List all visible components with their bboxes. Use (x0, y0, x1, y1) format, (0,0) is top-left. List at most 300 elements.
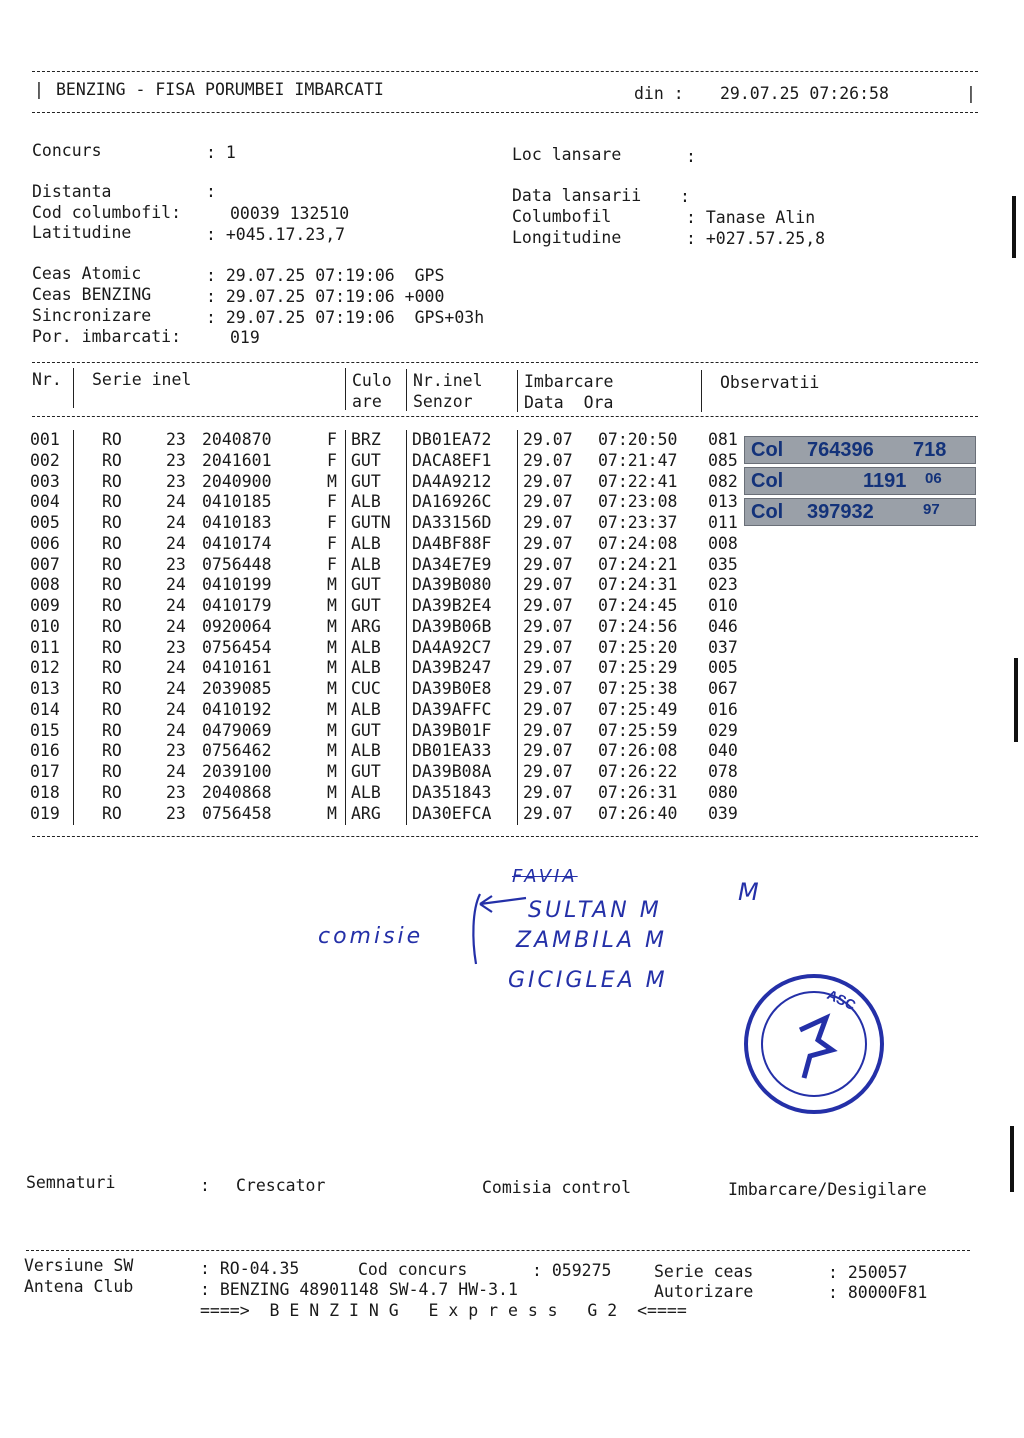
table-row (0, 741, 760, 761)
cell-sex: M (327, 803, 337, 823)
handwritten-crossed-word: FAVIA (512, 866, 578, 887)
column-divider (73, 658, 74, 679)
cell-time: 07:24:08 (598, 533, 678, 553)
cell-obs: 080 (708, 782, 738, 802)
table-row (0, 534, 760, 554)
table-row (0, 721, 760, 741)
sticker-suffix: 718 (913, 439, 947, 461)
cod-concurs-label: Cod concurs (358, 1260, 468, 1279)
cell-obs: 081 (708, 430, 738, 449)
table-row (0, 783, 760, 803)
cell-nr: 011 (30, 637, 60, 657)
cell-sex: F (327, 513, 337, 532)
column-divider (517, 658, 518, 679)
cell-time: 07:25:29 (598, 658, 678, 678)
column-divider (406, 451, 407, 472)
cell-time: 07:20:50 (598, 430, 678, 449)
column-divider (73, 804, 74, 825)
cell-sex: M (327, 699, 337, 719)
cell-sex: M (327, 720, 337, 740)
cell-ring: 2039100 (202, 762, 272, 781)
cell-date: 29.07 (523, 533, 573, 553)
cod-concurs-value: : 059275 (532, 1261, 612, 1280)
cell-year: 23 (166, 430, 186, 449)
handwritten-line: GICIGLEA M (508, 968, 668, 993)
serie-ceas-label: Serie ceas (654, 1262, 754, 1281)
cell-country: RO (102, 575, 122, 595)
cell-color: GUT (351, 720, 381, 740)
cell-date: 29.07 (523, 596, 573, 615)
column-divider (73, 762, 74, 783)
column-divider (73, 679, 74, 700)
cell-color: ALB (351, 637, 381, 657)
signature-crescator: Crescator (236, 1176, 326, 1195)
express-banner: ====> B E N Z I N G E x p r e s s G 2 <==== (200, 1301, 687, 1320)
signatures-colon: : (200, 1176, 210, 1195)
cell-sex: M (327, 658, 337, 678)
cell-time: 07:26:22 (598, 762, 678, 781)
sticker-suffix: 97 (923, 501, 940, 518)
cell-year: 24 (166, 762, 186, 781)
cell-year: 24 (166, 513, 186, 532)
cell-country: RO (102, 471, 122, 491)
cell-nr: 006 (30, 533, 60, 553)
cell-country: RO (102, 554, 122, 574)
autorizare-label: Autorizare (654, 1282, 754, 1301)
col-header-imbarcare-2: Data Ora (524, 393, 614, 412)
cell-ring: 0920064 (202, 616, 272, 636)
column-divider (73, 783, 74, 804)
col-header-senzor-1: Nr.inel (413, 371, 483, 390)
ceas-benzing-label: Ceas BENZING (32, 285, 152, 304)
cell-time: 07:25:38 (598, 679, 678, 698)
por-imbarcati-value: 019 (230, 328, 260, 347)
cell-color: GUT (351, 450, 381, 470)
cell-obs: 029 (708, 720, 738, 740)
column-divider (406, 596, 407, 617)
column-divider (406, 658, 407, 679)
loc-lansare-label: Loc lansare (512, 145, 622, 164)
cell-ring: 0479069 (202, 720, 272, 740)
cell-country: RO (102, 741, 122, 761)
cell-date: 29.07 (523, 720, 573, 740)
cell-sex: M (327, 782, 337, 802)
column-divider (517, 783, 518, 804)
latitudine-label: Latitudine (32, 223, 132, 242)
longitudine-value: : +027.57.25,8 (686, 229, 826, 248)
cell-nr: 007 (30, 554, 60, 574)
column-divider (517, 700, 518, 721)
cell-time: 07:24:31 (598, 575, 678, 595)
table-row (0, 700, 760, 720)
cell-sensor: DA4A92C7 (412, 637, 492, 657)
cell-year: 24 (166, 492, 186, 512)
handwritten-line: ZAMBILA M (516, 928, 667, 953)
column-divider (406, 617, 407, 638)
column-divider (73, 513, 74, 534)
cell-color: GUT (351, 575, 381, 595)
column-divider (406, 762, 407, 783)
cell-sensor: DA39B08A (412, 762, 492, 781)
cell-sex: F (327, 533, 337, 553)
column-divider (73, 534, 74, 555)
cell-obs: 067 (708, 679, 738, 698)
table-row (0, 492, 760, 512)
page-title: BENZING - FISA PORUMBEI IMBARCATI (56, 80, 384, 99)
cell-country: RO (102, 637, 122, 657)
cell-ring: 0410185 (202, 492, 272, 512)
column-divider (73, 700, 74, 721)
column-divider (406, 804, 407, 825)
col-header-nr: Nr. (32, 370, 62, 389)
cell-year: 24 (166, 720, 186, 740)
cell-year: 24 (166, 679, 186, 698)
cell-obs: 040 (708, 741, 738, 761)
cell-ring: 0410183 (202, 513, 272, 532)
column-divider (406, 741, 407, 762)
column-divider (345, 555, 346, 576)
cell-country: RO (102, 616, 122, 636)
handwritten-bracket-arrow (458, 880, 538, 970)
signature-comisia: Comisia control (482, 1178, 632, 1197)
column-divider (73, 638, 74, 659)
cell-sensor: DA39B247 (412, 658, 492, 678)
cell-sex: M (327, 762, 337, 781)
distanta-value: : (206, 182, 216, 201)
column-divider (73, 555, 74, 576)
cell-date: 29.07 (523, 658, 573, 678)
handwritten-left-note: comisie (318, 924, 424, 949)
cell-country: RO (102, 782, 122, 802)
cell-nr: 001 (30, 430, 60, 449)
column-divider (406, 575, 407, 596)
column-divider (517, 492, 518, 513)
column-divider (345, 741, 346, 762)
handwritten-initials: M (738, 878, 762, 906)
column-divider (406, 430, 407, 451)
column-divider (345, 596, 346, 617)
cell-year: 24 (166, 658, 186, 678)
column-divider (517, 555, 518, 576)
cell-time: 07:21:47 (598, 450, 678, 470)
sincronizare-label: Sincronizare (32, 306, 152, 325)
ring-sticker (744, 436, 976, 464)
cell-sex: M (327, 741, 337, 761)
cell-color: GUT (351, 471, 381, 491)
latitudine-value: : +045.17.23,7 (206, 225, 346, 244)
cell-nr: 016 (30, 741, 60, 761)
cell-nr: 018 (30, 782, 60, 802)
cell-date: 29.07 (523, 741, 573, 761)
column-divider (517, 617, 518, 638)
column-divider (517, 451, 518, 472)
longitudine-label: Longitudine (512, 228, 622, 247)
cell-time: 07:26:31 (598, 782, 678, 802)
cell-color: GUT (351, 762, 381, 781)
cell-time: 07:24:45 (598, 596, 678, 615)
cell-nr: 017 (30, 762, 60, 781)
cell-sensor: DA39AFFC (412, 699, 492, 719)
cell-ring: 2040900 (202, 471, 272, 491)
cell-time: 07:26:08 (598, 741, 678, 761)
column-divider (406, 700, 407, 721)
cell-color: ALB (351, 782, 381, 802)
cell-sensor: DA4BF88F (412, 533, 492, 553)
cell-nr: 009 (30, 596, 60, 615)
antena-label: Antena Club (24, 1277, 134, 1296)
table-row (0, 575, 760, 595)
cell-year: 23 (166, 803, 186, 823)
cell-date: 29.07 (523, 679, 573, 698)
cell-obs: 037 (708, 637, 738, 657)
table-row (0, 430, 760, 450)
cell-obs: 005 (708, 658, 738, 678)
handwritten-line: SULTAN M (528, 898, 662, 923)
cell-sensor: DA30EFCA (412, 803, 492, 823)
cell-year: 23 (166, 554, 186, 574)
cell-year: 24 (166, 699, 186, 719)
cell-year: 23 (166, 471, 186, 491)
cell-ring: 0756458 (202, 803, 272, 823)
cell-color: ALB (351, 741, 381, 761)
cell-year: 24 (166, 596, 186, 615)
columbofil-label: Columbofil (512, 207, 612, 226)
column-divider (345, 762, 346, 783)
cell-obs: 016 (708, 699, 738, 719)
cell-nr: 012 (30, 658, 60, 678)
cell-sex: F (327, 554, 337, 574)
cell-time: 07:25:49 (598, 699, 678, 719)
scan-edge-mark (1010, 1126, 1014, 1192)
col-header-imbarcare-1: Imbarcare (524, 372, 614, 391)
column-divider (73, 575, 74, 596)
table-row (0, 762, 760, 782)
cell-obs: 078 (708, 762, 738, 781)
cell-nr: 015 (30, 720, 60, 740)
cell-time: 07:25:20 (598, 637, 678, 657)
column-divider (517, 575, 518, 596)
cell-obs: 011 (708, 513, 738, 532)
cell-sensor: DA39B2E4 (412, 596, 492, 615)
table-row (0, 679, 760, 699)
cell-color: BRZ (351, 430, 381, 449)
cell-obs: 035 (708, 554, 738, 574)
cell-sensor: DACA8EF1 (412, 450, 492, 470)
table-bottom-rule (32, 836, 978, 837)
cell-country: RO (102, 699, 122, 719)
header-datetime: 29.07.25 07:26:58 (720, 84, 889, 103)
col-header-culoare-2: are (352, 392, 382, 411)
column-divider (517, 804, 518, 825)
cell-ring: 0756462 (202, 741, 272, 761)
cell-sensor: DB01EA33 (412, 741, 492, 761)
column-divider (406, 638, 407, 659)
cell-country: RO (102, 658, 122, 678)
cell-obs: 046 (708, 616, 738, 636)
cell-ring: 0410199 (202, 575, 272, 595)
table-row (0, 658, 760, 678)
cell-sensor: DA39B080 (412, 575, 492, 595)
column-divider (406, 472, 407, 493)
cell-nr: 003 (30, 471, 60, 491)
scan-edge-mark (1014, 658, 1018, 742)
cell-date: 29.07 (523, 513, 573, 532)
cell-time: 07:24:56 (598, 616, 678, 636)
concurs-label: Concurs (32, 141, 102, 160)
cell-sensor: DA34E7E9 (412, 554, 492, 574)
column-divider (345, 472, 346, 493)
cell-nr: 019 (30, 803, 60, 823)
cell-year: 23 (166, 741, 186, 761)
cell-sex: M (327, 637, 337, 657)
column-divider (517, 534, 518, 555)
cell-nr: 010 (30, 616, 60, 636)
column-divider (406, 492, 407, 513)
signatures-label: Semnaturi (26, 1173, 116, 1192)
cell-nr: 004 (30, 492, 60, 512)
table-row (0, 451, 760, 471)
cell-ring: 2041601 (202, 450, 272, 470)
cell-year: 23 (166, 450, 186, 470)
header-right-bar: | (966, 84, 976, 103)
cod-columbofil-label: Cod columbofil: (32, 203, 182, 222)
table-row (0, 617, 760, 637)
column-divider (345, 783, 346, 804)
cell-ring: 2040870 (202, 430, 272, 449)
stamp-text: ASC (824, 986, 859, 1014)
cell-ring: 0756454 (202, 637, 272, 657)
column-divider (345, 638, 346, 659)
column-divider (517, 679, 518, 700)
column-divider (517, 513, 518, 534)
cell-date: 29.07 (523, 575, 573, 595)
cell-obs: 013 (708, 492, 738, 512)
column-divider (406, 513, 407, 534)
cell-nr: 014 (30, 699, 60, 719)
column-divider (73, 451, 74, 472)
cell-obs: 082 (708, 471, 738, 491)
cell-country: RO (102, 430, 122, 449)
cell-country: RO (102, 803, 122, 823)
cell-time: 07:23:08 (598, 492, 678, 512)
cell-date: 29.07 (523, 450, 573, 470)
cell-obs: 010 (708, 596, 738, 615)
column-divider (345, 492, 346, 513)
cell-ring: 2040868 (202, 782, 272, 802)
cell-nr: 002 (30, 450, 60, 470)
cell-sex: M (327, 471, 337, 491)
cell-nr: 005 (30, 513, 60, 532)
cell-country: RO (102, 720, 122, 740)
antena-value: : BENZING 48901148 SW-4.7 HW-3.1 (200, 1280, 518, 1299)
column-divider (345, 721, 346, 742)
col-header-observatii: Observatii (720, 373, 820, 392)
sticker-number: 1191 (863, 470, 907, 492)
cell-sex: M (327, 616, 337, 636)
column-divider (345, 575, 346, 596)
cell-time: 07:25:59 (598, 720, 678, 740)
column-divider (73, 430, 74, 451)
cell-color: GUTN (351, 513, 391, 532)
cell-sex: F (327, 492, 337, 512)
autorizare-value: : 80000F81 (828, 1283, 928, 1302)
scan-edge-mark (1012, 196, 1016, 258)
cell-date: 29.07 (523, 492, 573, 512)
cell-color: ALB (351, 699, 381, 719)
column-divider (345, 534, 346, 555)
column-divider (73, 492, 74, 513)
col-header-culoare-1: Culo (352, 371, 392, 390)
column-divider (345, 513, 346, 534)
cell-year: 24 (166, 616, 186, 636)
column-divider (406, 783, 407, 804)
cell-obs: 085 (708, 450, 738, 470)
cell-time: 07:22:41 (598, 471, 678, 491)
versiune-value: : RO-04.35 (200, 1259, 300, 1278)
cell-date: 29.07 (523, 430, 573, 449)
cell-ring: 2039085 (202, 679, 272, 698)
column-divider (345, 617, 346, 638)
cell-country: RO (102, 533, 122, 553)
sticker-suffix: 06 (925, 470, 942, 487)
cell-sensor: DA39B01F (412, 720, 492, 740)
association-stamp (740, 970, 890, 1120)
cell-date: 29.07 (523, 699, 573, 719)
cell-date: 29.07 (523, 782, 573, 802)
cell-year: 23 (166, 782, 186, 802)
ring-sticker (744, 467, 976, 495)
ceas-atomic-label: Ceas Atomic (32, 264, 142, 283)
column-divider (345, 700, 346, 721)
table-row (0, 513, 760, 533)
cell-time: 07:26:40 (598, 803, 678, 823)
table-row (0, 638, 760, 658)
cell-year: 23 (166, 637, 186, 657)
cell-ring: 0410192 (202, 699, 272, 719)
sticker-number: 764396 (807, 439, 874, 461)
cell-country: RO (102, 450, 122, 470)
cell-color: ARG (351, 803, 381, 823)
column-divider (517, 430, 518, 451)
header-left-bar: | (34, 80, 44, 99)
footer-top-rule (26, 1250, 970, 1251)
cell-obs: 023 (708, 575, 738, 595)
distanta-label: Distanta (32, 182, 112, 201)
sticker-prefix: Col (751, 470, 784, 492)
cell-color: CUC (351, 679, 381, 698)
column-divider (517, 596, 518, 617)
cell-color: ALB (351, 533, 381, 553)
cell-color: ARG (351, 616, 381, 636)
cell-ring: 0410174 (202, 533, 272, 553)
cell-country: RO (102, 513, 122, 532)
cell-date: 29.07 (523, 554, 573, 574)
column-divider (517, 721, 518, 742)
cell-obs: 039 (708, 803, 738, 823)
cell-country: RO (102, 596, 122, 615)
cell-sensor: DA39B06B (412, 616, 492, 636)
serie-ceas-value: : 250057 (828, 1263, 908, 1282)
column-divider (345, 658, 346, 679)
cell-country: RO (102, 762, 122, 781)
cell-date: 29.07 (523, 471, 573, 491)
table-row (0, 596, 760, 616)
table-row (0, 472, 760, 492)
column-divider (517, 638, 518, 659)
loc-lansare-value: : (686, 147, 696, 166)
sticker-number: 397932 (807, 501, 874, 523)
col-header-senzor-2: Senzor (413, 392, 473, 411)
